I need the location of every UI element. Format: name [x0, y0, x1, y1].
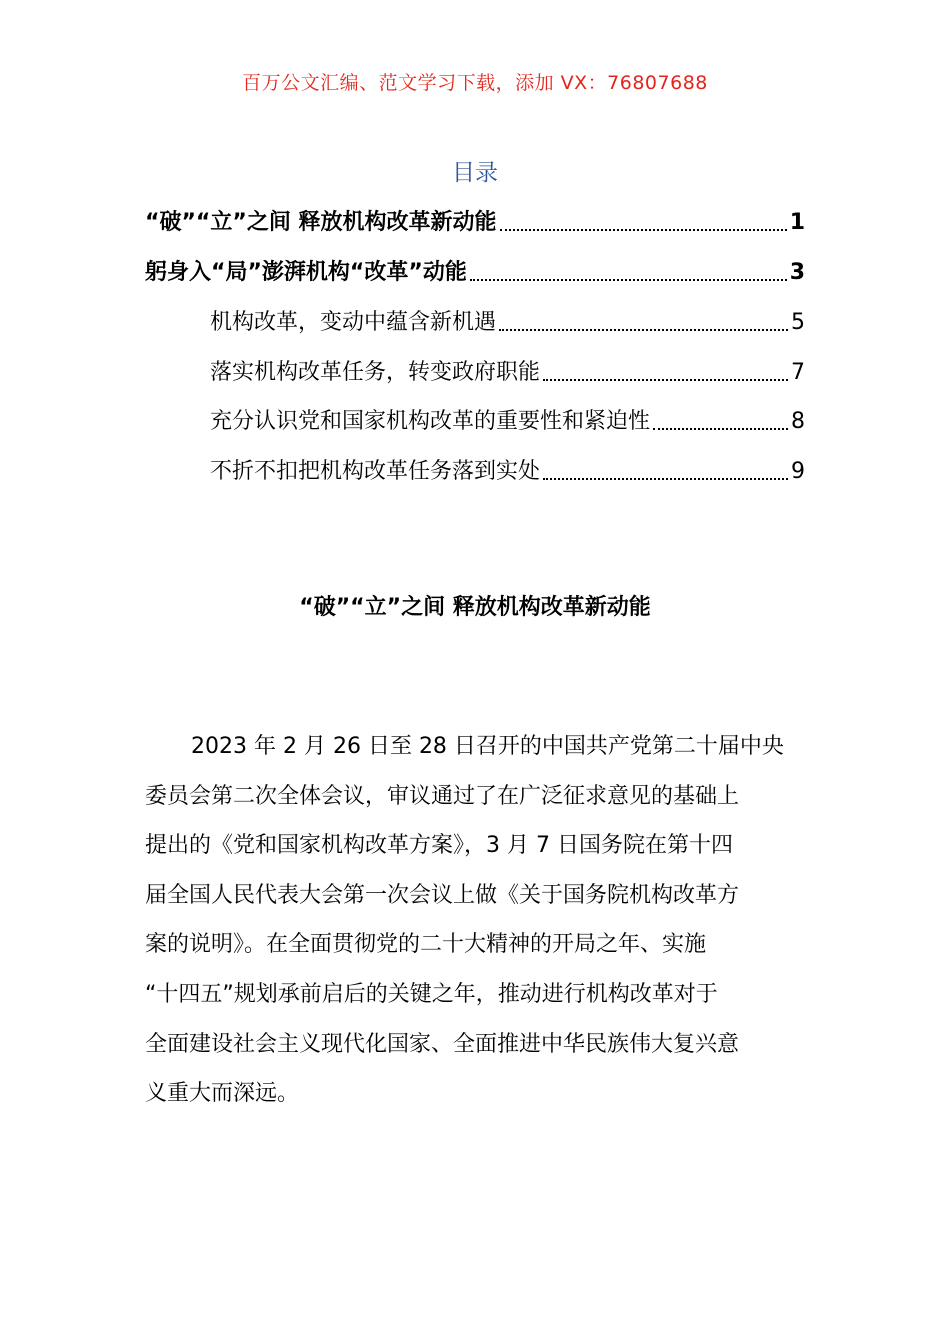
toc-entry-text: 机构改革，变动中蕴含新机遇	[210, 310, 497, 335]
toc-page-number: 8	[791, 409, 805, 434]
toc-page-number: 9	[791, 459, 805, 484]
toc-leader-dots	[653, 428, 788, 430]
paragraph-line: 义重大而深远。	[145, 1081, 300, 1107]
toc-entry[interactable]	[145, 202, 805, 238]
toc-leader-dots	[499, 329, 788, 331]
toc-page-number: 3	[789, 260, 805, 285]
paragraph-line: 委员会第二次全体会议，审议通过了在广泛征求意见的基础上	[145, 783, 740, 809]
toc-leader-dots	[470, 279, 787, 281]
toc-page-number: 7	[791, 360, 805, 385]
toc-entry-text: 不折不扣把机构改革任务落到实处	[210, 459, 541, 484]
paragraph-line: 提出的《党和国家机构改革方案》，3 月 7 日国务院在第十四	[145, 833, 733, 859]
paragraph-line: 届全国人民代表大会第一次会议上做《关于国务院机构改革方	[145, 882, 740, 908]
toc-leader-dots	[500, 229, 787, 231]
toc-entry[interactable]	[145, 252, 805, 288]
paragraph-line: 案的说明》。在全面贯彻党的二十大精神的开局之年、实施	[145, 932, 707, 958]
article-title: “破”“立”之间 释放机构改革新动能	[299, 595, 651, 620]
toc-entry[interactable]	[210, 401, 805, 437]
toc-title: 目录	[452, 160, 498, 186]
toc-entry[interactable]	[210, 451, 805, 487]
header-note: 百万公文汇编、范文学习下载，添加 VX：76807688	[242, 72, 708, 94]
toc-entry-text: 落实机构改革任务，转变政府职能	[210, 360, 541, 385]
toc-entry[interactable]	[210, 352, 805, 388]
toc-leader-dots	[543, 379, 788, 381]
article-paragraph	[145, 722, 809, 1119]
toc-page-number: 5	[791, 310, 805, 335]
toc-entry-text: 躬身入“局”澎湃机构“改革”动能	[145, 260, 467, 285]
toc-leader-dots	[543, 478, 788, 480]
paragraph-line: 全面建设社会主义现代化国家、全面推进中华民族伟大复兴意	[145, 1031, 740, 1057]
paragraph-line: 2023 年 2 月 26 日至 28 日召开的中国共产党第二十届中央	[191, 734, 784, 759]
paragraph-line: “十四五”规划承前启后的关键之年，推动进行机构改革对于	[145, 981, 718, 1007]
toc-page-number: 1	[789, 210, 805, 235]
toc-entry[interactable]	[210, 302, 805, 338]
toc-entry-text: “破”“立”之间 释放机构改革新动能	[145, 210, 497, 235]
toc-entry-text: 充分认识党和国家机构改革的重要性和紧迫性	[210, 409, 651, 434]
